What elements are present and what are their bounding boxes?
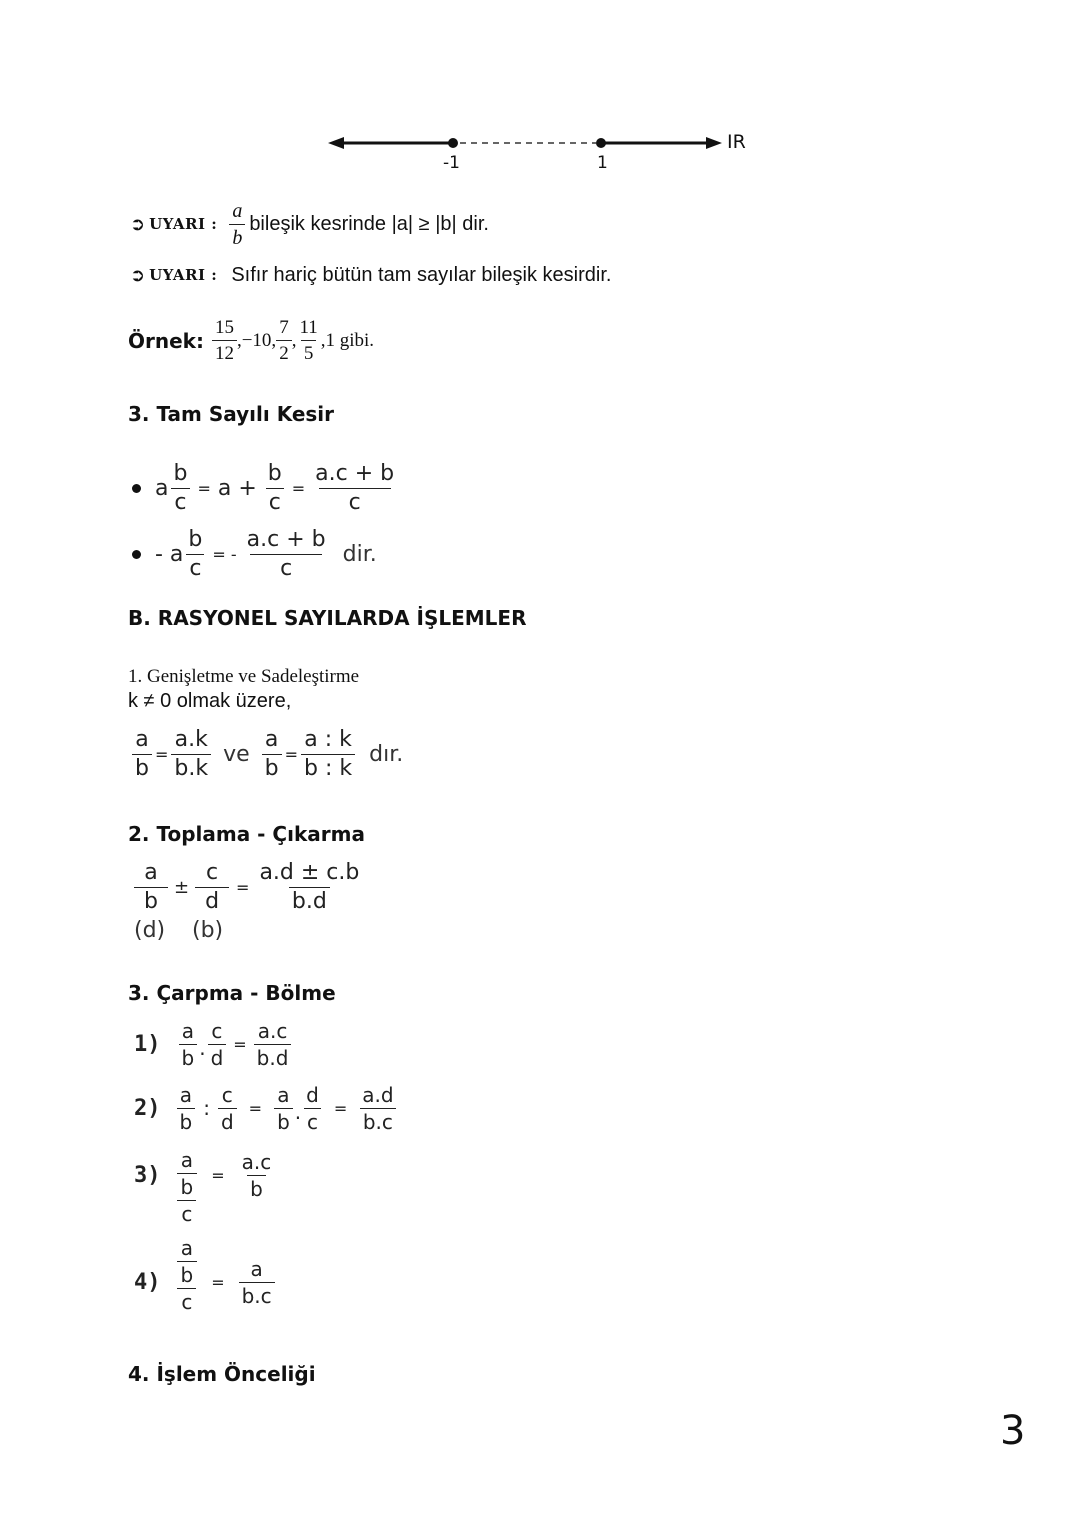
section-title-islem-onceligi: 4. İşlem Önceliği: [128, 1362, 316, 1386]
addition-formula: $\frac{a}{b}$ ± $\frac{c}{d}$ = $\frac{a.d \pm c.b}{b.d}$: [134, 856, 362, 918]
arrow-circle-icon: ➲: [130, 213, 146, 234]
label-one: 1: [597, 153, 608, 173]
right-arrow-head: [706, 137, 722, 149]
multiplication-item-1: 1) $\frac{a}{b}$ . $\frac{c}{d}$ = $\frac{a.c}{b.d}$: [134, 1018, 291, 1070]
arrow-circle-icon: ➲: [130, 264, 146, 285]
condition-text: k ≠ 0 olmak üzere,: [128, 690, 292, 712]
section-title-rasyonel: B. RASYONEL SAYILARDA İŞLEMLER: [128, 606, 527, 630]
warning-label: UYARI :: [149, 266, 218, 284]
mixed-fraction-line-1: a $\frac{b}{c}$ = a + $\frac{b}{c}$ = $\frac{a.c + b}{c}$: [132, 460, 397, 516]
fraction-a-over-b: $\frac{a}{b}$: [229, 201, 245, 248]
number-line: [320, 125, 760, 175]
warning-label: UYARI :: [149, 215, 218, 233]
page-number: 3: [1000, 1408, 1026, 1454]
label-ir: IR: [727, 131, 746, 153]
subsection-genisletme: 1. Genişletme ve Sadeleştirme: [128, 666, 360, 687]
mixed-fraction-line-2: - a $\frac{b}{c}$ = - $\frac{a.c + b}{c}$ dir.: [132, 526, 377, 582]
example-label: Örnek:: [128, 328, 204, 353]
section-title-tam-sayili-kesir: 3. Tam Sayılı Kesir: [128, 402, 335, 426]
warning-text: bileşik kesrinde |a| ≥ |b| dir.: [249, 212, 489, 235]
warning-1: [130, 200, 489, 248]
fraction-7-2: $\frac{7}{2}$: [276, 318, 292, 363]
warning-2: [130, 260, 611, 290]
complex-fraction-item-4: 4) a b c = $\frac{a}{b.c}$: [134, 1238, 275, 1312]
example-line: Örnek: $\frac{15}{12}$ ,−10, $\frac{7}{2}$ , $\frac{11}{5}$ ,1 gibi.: [128, 317, 375, 364]
point-minus-one: [448, 138, 458, 148]
section-title-carpma-bolme: 3. Çarpma - Bölme: [128, 981, 336, 1005]
label-minus-one: -1: [443, 153, 460, 173]
expansion-formula: $\frac{a}{b}$ = $\frac{a.k}{b.k}$ ve $\frac{a}{b}$ = $\frac{a : k}{b : k}$ dır.: [132, 724, 403, 784]
fraction-15-12: $\frac{15}{12}$: [212, 318, 237, 363]
bullet: [132, 484, 141, 493]
warning-text: Sıfır hariç bütün tam sayılar bileşik kesirdir.: [231, 263, 612, 286]
section-title-toplama: 2. Toplama - Çıkarma: [128, 822, 365, 846]
division-item-2: 2) $\frac{a}{b}$ : $\frac{c}{d}$ = $\frac{a}{b}$ . $\frac{d}{c}$ = $\frac{a.d}{b.c}$: [134, 1082, 397, 1134]
expansion-marker-b: (b): [192, 918, 224, 943]
fraction-11-5: $\frac{11}{5}$: [299, 317, 318, 364]
complex-fraction-item-3: 3) a b c = $\frac{a.c}{b}$: [134, 1148, 272, 1226]
expansion-marker-d: (d): [134, 918, 166, 943]
point-one: [596, 138, 606, 148]
bullet: [132, 550, 141, 559]
